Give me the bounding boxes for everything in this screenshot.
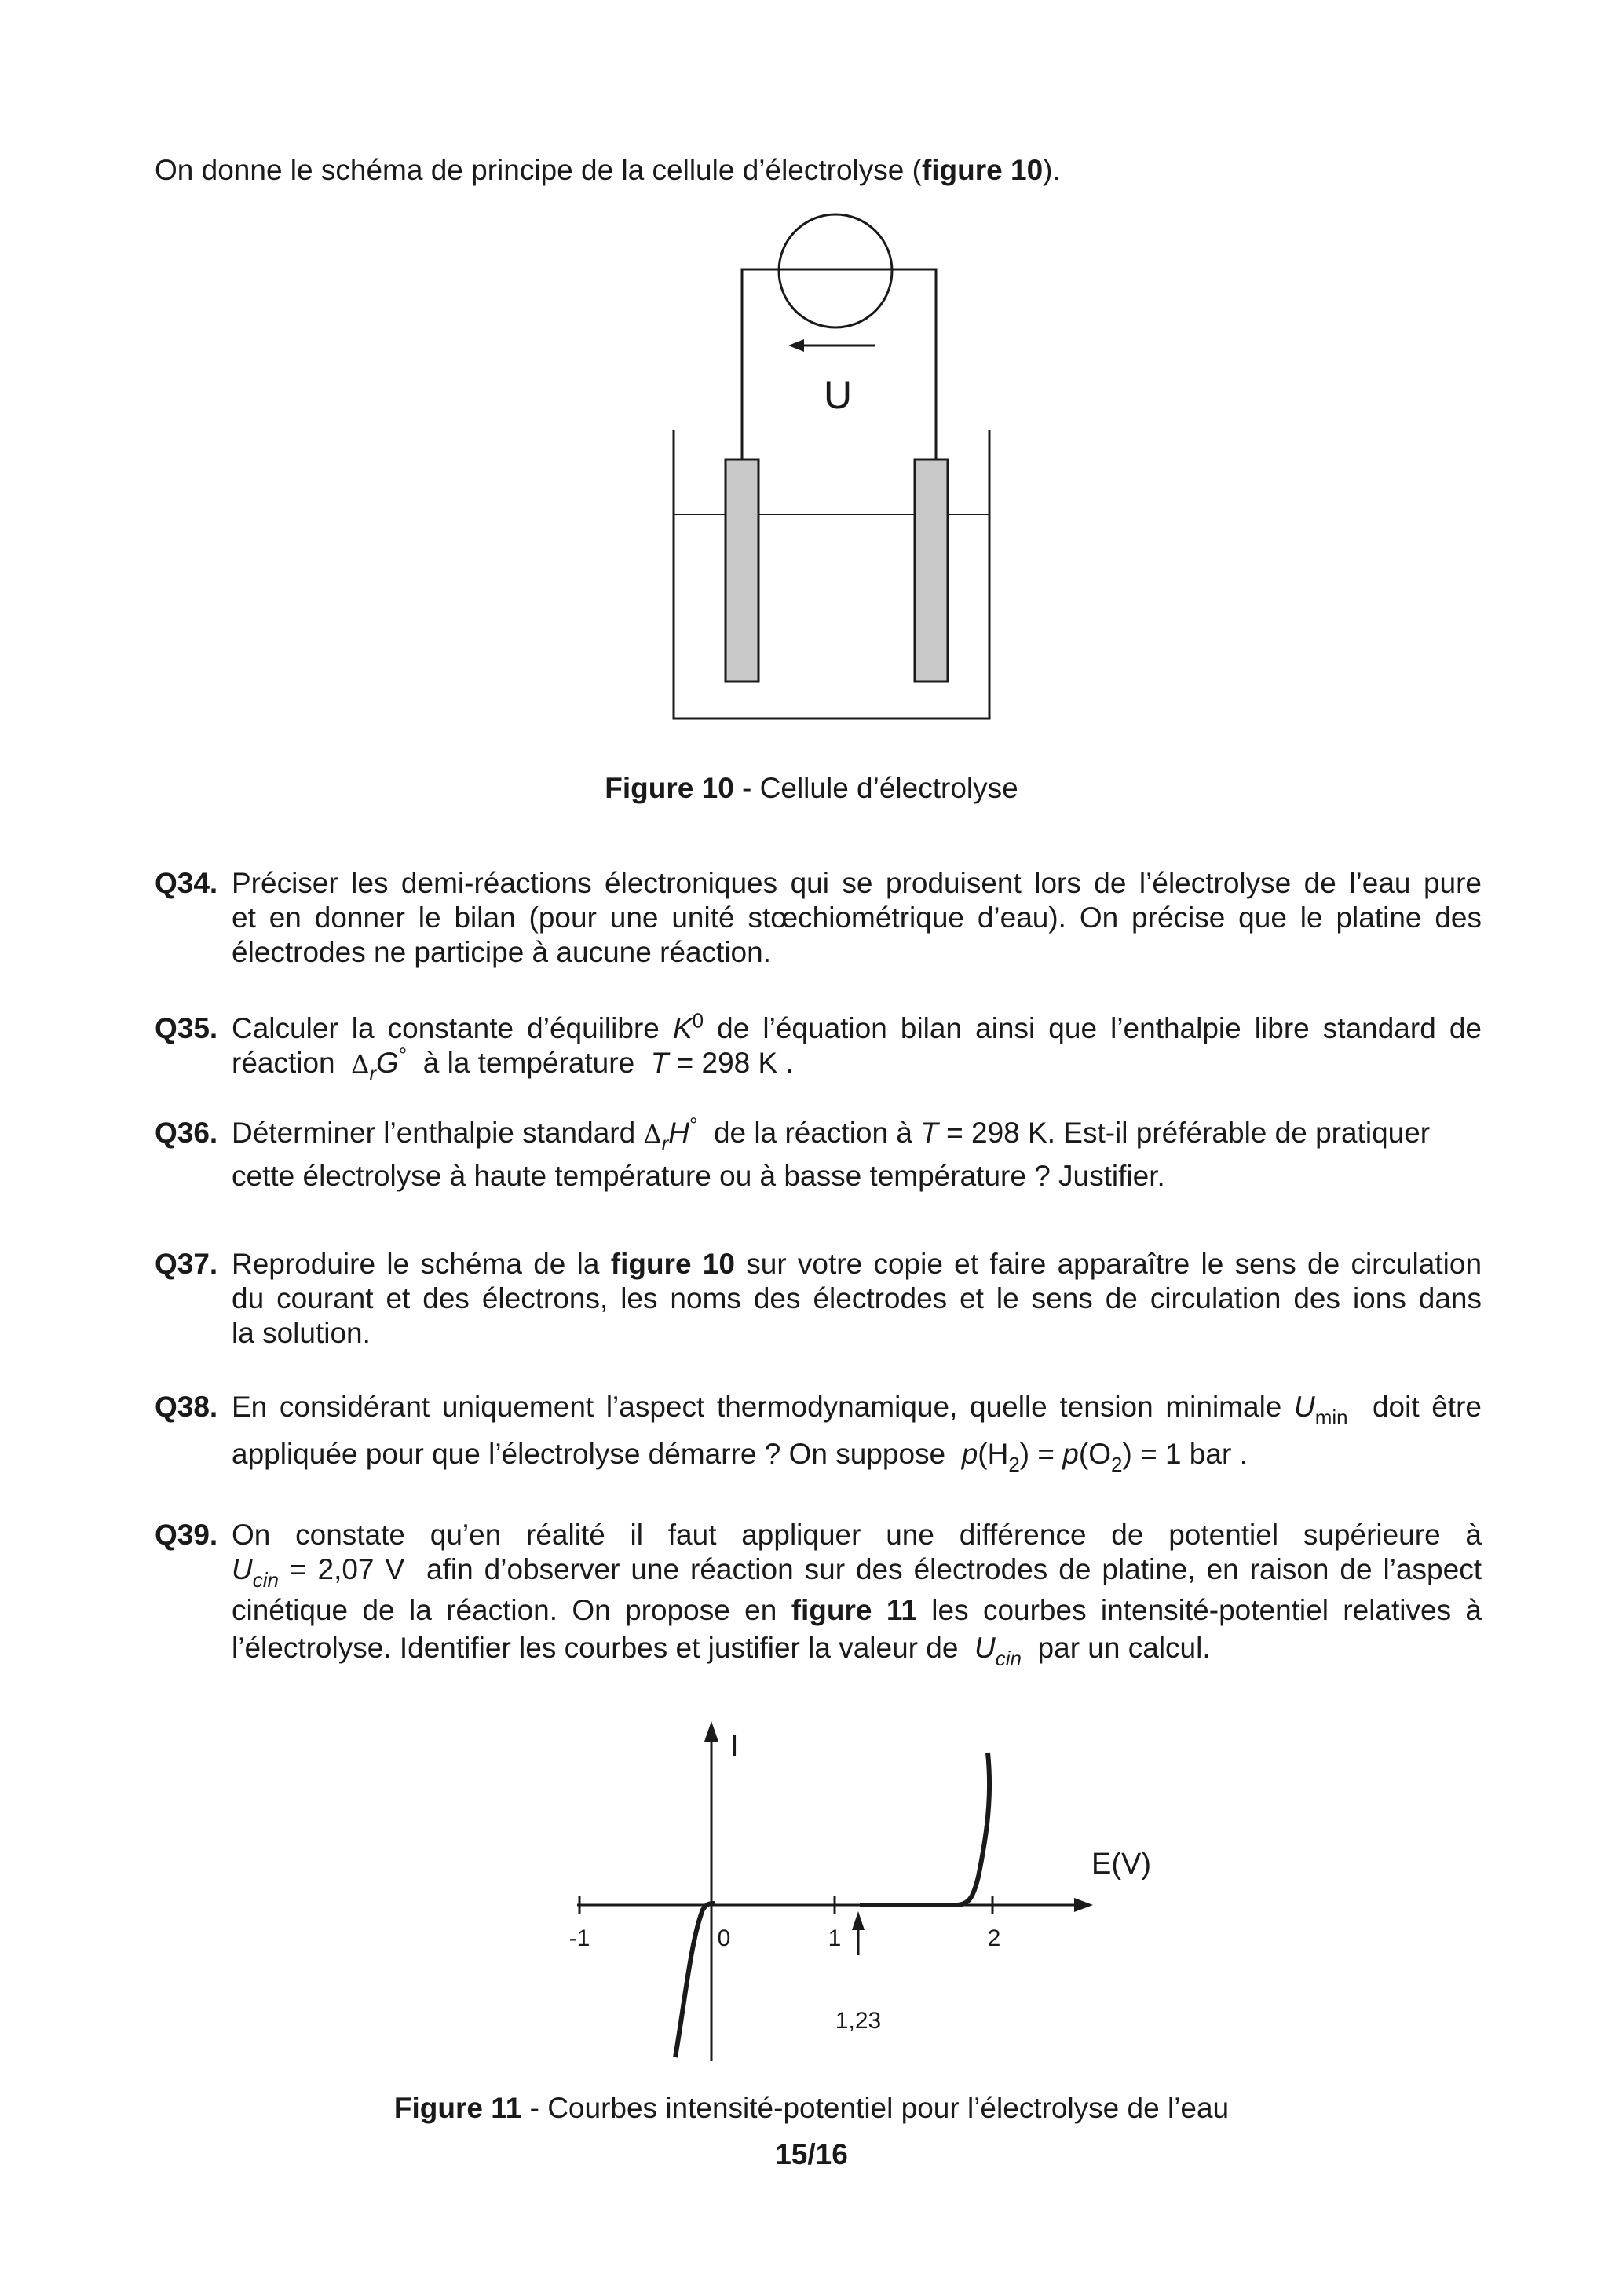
- math-subscript: 2: [1008, 1453, 1020, 1476]
- question-text: à la température: [422, 1047, 635, 1079]
- question-label: Q39.: [155, 1519, 218, 1551]
- intro-text-part: On donne le schéma de principe de la cellule d’électrolyse (: [155, 154, 922, 186]
- math-symbol: U: [974, 1632, 996, 1664]
- x-tick-label: 1: [828, 1925, 842, 1951]
- annotation-label: 1,23: [835, 2008, 882, 2034]
- x-tick-label: -1: [568, 1925, 590, 1951]
- math-symbol: Δ: [351, 1049, 370, 1079]
- math-superscript: 0: [692, 1008, 704, 1033]
- math-subscript: cin: [252, 1568, 279, 1592]
- question-text: cinétique de la réaction. On propose en: [232, 1594, 777, 1626]
- math-value: = 298 K: [676, 1047, 778, 1079]
- question-text: électrodes ne participe à aucune réaction.: [232, 936, 771, 968]
- math-superscript: °: [398, 1043, 408, 1067]
- x-axis-label: E(V): [1091, 1848, 1151, 1881]
- math-symbol: U: [1294, 1391, 1315, 1423]
- question-label: Q34.: [155, 867, 218, 899]
- math-value: = 2,07 V: [289, 1553, 405, 1585]
- question-text: .: [1239, 1438, 1248, 1470]
- question-text: les courbes intensité-potentiel relatives à: [931, 1594, 1482, 1626]
- question-text: Déterminer l’enthalpie standard: [232, 1117, 636, 1149]
- question-text: et en donner le bilan (pour une unité stœchiométrique d’eau). On précise que le platine des: [232, 901, 1482, 934]
- math-value: = 298 K: [946, 1117, 1047, 1149]
- oxidation-curve: [860, 1753, 989, 1905]
- math-symbol: T: [920, 1117, 938, 1149]
- math-subscript: cin: [995, 1647, 1022, 1670]
- question-label: Q37.: [155, 1248, 218, 1280]
- question-text: .: [785, 1047, 794, 1079]
- question-text: l’électrolyse. Identifier les courbes et justifier la valeur de: [232, 1632, 959, 1664]
- question-text: du courant et des électrons, les noms des électrodes et le sens de circulation des ions dans: [232, 1282, 1482, 1314]
- math-symbol: U: [232, 1553, 253, 1585]
- math-subscript: r: [369, 1062, 376, 1085]
- question-text: Calculer la constante d’équilibre: [232, 1012, 660, 1044]
- question-text: . Est-il préférable de pratiquer: [1047, 1117, 1431, 1149]
- annotation-arrowhead: [852, 1911, 865, 1930]
- math-symbol: G: [375, 1047, 399, 1079]
- question-text: cette électrolyse à haute température ou à basse température ? Justifier.: [232, 1160, 1165, 1192]
- question-text: doit être: [1372, 1391, 1482, 1423]
- question-text: afin d’observer une réaction sur des électrodes de platine, en raison de l’aspect: [426, 1553, 1482, 1585]
- math-symbol: H: [668, 1117, 689, 1149]
- figure-reference: figure 11: [791, 1594, 917, 1626]
- question-label: Q38.: [155, 1391, 218, 1423]
- question-text: réaction: [232, 1047, 335, 1079]
- figure-10-caption-label: Figure 10: [605, 772, 734, 804]
- math-symbol: T: [650, 1047, 669, 1079]
- figure-10-caption-text: - Cellule d’électrolyse: [733, 772, 1018, 804]
- math-symbol: p: [961, 1438, 978, 1470]
- intro-text-end: ).: [1043, 154, 1061, 186]
- question-text: par un calcul.: [1037, 1632, 1211, 1664]
- question-label: Q36.: [155, 1117, 218, 1149]
- question-text: En considérant uniquement l’aspect thermodynamique, quelle tension minimale: [232, 1391, 1282, 1423]
- x-tick-label: 2: [987, 1925, 1001, 1951]
- math-symbol: K: [672, 1012, 693, 1044]
- x-axis-arrowhead: [1074, 1898, 1093, 1912]
- math-subscript: min: [1314, 1406, 1348, 1429]
- y-axis-arrowhead: [704, 1721, 718, 1742]
- math-superscript: °: [689, 1113, 698, 1137]
- figure-reference: figure 10: [610, 1248, 735, 1280]
- math-symbol: H: [987, 1438, 1009, 1470]
- question-text: Reproduire le schéma de la: [232, 1248, 600, 1280]
- question-text: de la réaction à: [713, 1117, 912, 1149]
- question-text: On constate qu’en réalité il faut appliquer une différence de potentiel supérieure à: [232, 1519, 1482, 1551]
- math-value: = 1 bar: [1140, 1438, 1232, 1470]
- figure-11-caption-text: - Courbes intensité-potentiel pour l’électrolyse de l’eau: [521, 2092, 1230, 2124]
- page-number: 15/16: [775, 2138, 848, 2170]
- x-tick-label: 0: [717, 1925, 731, 1951]
- question-q38: Q38. En considérant uniquement l’aspect thermodynamique, quelle tension minimale $U_{min}$ doit être appliquée pour que l’électrolyse démarre ? On suppose $p(H_2) = p(O_2) = 1$ bar .: [155, 1391, 1482, 1476]
- question-text: Préciser les demi-réactions électroniques qui se produisent lors de l’électrolyse de l’eau pure: [232, 867, 1482, 899]
- y-axis-label: I: [730, 1730, 739, 1763]
- math-symbol: O: [1088, 1438, 1111, 1470]
- question-label: Q35.: [155, 1012, 218, 1044]
- math-symbol: Δ: [643, 1119, 662, 1149]
- question-text: de l’équation bilan ainsi que l’enthalpie libre standard de: [717, 1012, 1482, 1044]
- question-text: sur votre copie et faire apparaître le sens de circulation: [746, 1248, 1482, 1280]
- math-subscript: 2: [1110, 1453, 1123, 1476]
- voltage-label: U: [823, 373, 853, 417]
- math-symbol: p: [1062, 1438, 1079, 1470]
- figure-11-caption-label: Figure 11: [393, 2092, 522, 2124]
- intro-figure-ref: figure 10: [921, 154, 1044, 186]
- math-operator: =: [1037, 1438, 1055, 1470]
- question-text: appliquée pour que l’électrolyse démarre ? On suppose: [232, 1438, 946, 1470]
- figure-11-caption: [0, 2091, 1623, 2126]
- reduction-curve: [675, 1903, 715, 2057]
- question-text: la solution.: [232, 1317, 371, 1349]
- math-subscript: r: [661, 1132, 669, 1155]
